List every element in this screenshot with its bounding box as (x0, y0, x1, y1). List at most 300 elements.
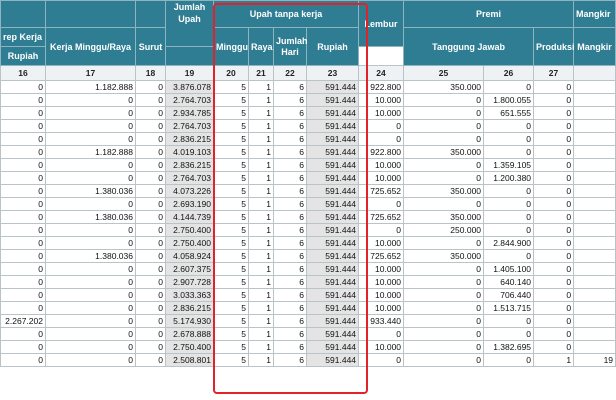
table-cell[interactable]: 6 (274, 354, 307, 367)
col-number[interactable]: 19 (166, 66, 214, 81)
table-cell[interactable] (574, 276, 616, 289)
col-number[interactable]: 25 (404, 66, 484, 81)
table-cell[interactable]: 5.174.930 (166, 315, 214, 328)
table-cell[interactable]: 5 (214, 302, 249, 315)
table-cell[interactable]: 10.000 (359, 159, 404, 172)
table-cell[interactable]: 6 (274, 341, 307, 354)
table-cell[interactable]: 591.444 (307, 328, 359, 341)
table-cell[interactable]: 0 (1, 81, 46, 94)
table-cell[interactable]: 5 (214, 159, 249, 172)
table-cell[interactable]: 1 (534, 354, 574, 367)
table-cell[interactable]: 1 (249, 94, 274, 107)
rupiah-23-header[interactable]: Rupiah (307, 28, 359, 66)
mangkir-group-header[interactable]: Mangkir (574, 1, 616, 28)
table-cell[interactable]: 350.000 (404, 185, 484, 198)
table-cell[interactable]: 1.405.100 (484, 263, 534, 276)
table-cell[interactable]: 1 (249, 263, 274, 276)
table-cell[interactable]: 5 (214, 237, 249, 250)
rupiah-16-header[interactable]: Rupiah (1, 47, 46, 66)
table-cell[interactable]: 591.444 (307, 133, 359, 146)
table-cell[interactable]: 3.033.363 (166, 289, 214, 302)
table-cell[interactable]: 4.019.103 (166, 146, 214, 159)
table-cell[interactable]: 1.359.105 (484, 159, 534, 172)
table-cell[interactable]: 0 (359, 224, 404, 237)
table-cell[interactable]: 0 (136, 159, 166, 172)
table-cell[interactable]: 591.444 (307, 146, 359, 159)
col-number[interactable]: 27 (534, 66, 574, 81)
table-cell[interactable] (574, 315, 616, 328)
table-cell[interactable]: 2.836.215 (166, 302, 214, 315)
table-cell[interactable]: 0 (136, 237, 166, 250)
table-cell[interactable]: 591.444 (307, 302, 359, 315)
table-cell[interactable]: 6 (274, 133, 307, 146)
table-cell[interactable]: 6 (274, 302, 307, 315)
table-cell[interactable]: 0 (136, 198, 166, 211)
mangkir-header[interactable]: Mangkir (574, 28, 616, 66)
table-cell[interactable]: 922.800 (359, 146, 404, 159)
table-cell[interactable]: 1.380.036 (46, 250, 136, 263)
table-cell[interactable]: 0 (1, 94, 46, 107)
table-cell[interactable]: 6 (274, 185, 307, 198)
table-cell[interactable]: 5 (214, 120, 249, 133)
table-cell[interactable]: 1 (249, 81, 274, 94)
jumlah-upah-header[interactable]: Jumlah Upah (166, 1, 214, 47)
table-cell[interactable]: 0 (136, 250, 166, 263)
table-cell[interactable]: 2.907.728 (166, 276, 214, 289)
table-cell[interactable]: 0 (136, 120, 166, 133)
table-cell[interactable]: 5 (214, 263, 249, 276)
table-cell[interactable]: 0 (404, 198, 484, 211)
table-cell[interactable]: 0 (136, 172, 166, 185)
table-cell[interactable]: 591.444 (307, 185, 359, 198)
table-cell[interactable]: 0 (534, 263, 574, 276)
table-cell[interactable]: 591.444 (307, 276, 359, 289)
col-number[interactable] (574, 66, 616, 81)
table-cell[interactable]: 6 (274, 263, 307, 276)
table-cell[interactable]: 10.000 (359, 107, 404, 120)
table-cell[interactable]: 0 (46, 315, 136, 328)
table-cell[interactable]: 0 (484, 120, 534, 133)
table-cell[interactable]: 350.000 (404, 211, 484, 224)
table-cell[interactable]: 0 (1, 328, 46, 341)
table-cell[interactable]: 2.844.900 (484, 237, 534, 250)
table-cell[interactable]: 1.382.695 (484, 341, 534, 354)
table-cell[interactable] (574, 250, 616, 263)
table-cell[interactable]: 0 (534, 81, 574, 94)
table-cell[interactable]: 0 (46, 159, 136, 172)
table-cell[interactable]: 6 (274, 237, 307, 250)
kerja-minggu-header[interactable]: Kerja Minggu/Raya (46, 28, 136, 66)
table-cell[interactable] (574, 81, 616, 94)
table-cell[interactable]: 0 (136, 185, 166, 198)
table-cell[interactable]: 2.750.400 (166, 341, 214, 354)
table-cell[interactable]: 6 (274, 328, 307, 341)
table-cell[interactable]: 0 (46, 328, 136, 341)
table-cell[interactable]: 591.444 (307, 263, 359, 276)
table-cell[interactable]: 0 (359, 354, 404, 367)
upah-tanpa-kerja-header[interactable]: Upah tanpa kerja (214, 1, 359, 28)
table-cell[interactable]: 0 (484, 315, 534, 328)
table-cell[interactable]: 725.652 (359, 250, 404, 263)
lembur-header[interactable]: Lembur (359, 1, 404, 47)
table-cell[interactable]: 6 (274, 172, 307, 185)
table-cell[interactable]: 0 (404, 328, 484, 341)
table-cell[interactable]: 5 (214, 107, 249, 120)
table-cell[interactable]: 0 (136, 81, 166, 94)
table-cell[interactable]: 0 (46, 354, 136, 367)
table-cell[interactable]: 2.750.400 (166, 237, 214, 250)
table-cell[interactable] (574, 146, 616, 159)
table-cell[interactable]: 0 (534, 198, 574, 211)
table-cell[interactable]: 591.444 (307, 172, 359, 185)
table-cell[interactable]: 591.444 (307, 211, 359, 224)
table-cell[interactable] (574, 328, 616, 341)
table-cell[interactable]: 0 (359, 133, 404, 146)
table-cell[interactable]: 0 (46, 172, 136, 185)
table-cell[interactable]: 1.182.888 (46, 146, 136, 159)
table-cell[interactable]: 0 (46, 107, 136, 120)
blank-header[interactable] (166, 47, 214, 66)
table-cell[interactable]: 0 (404, 172, 484, 185)
table-cell[interactable]: 6 (274, 250, 307, 263)
table-cell[interactable]: 0 (534, 328, 574, 341)
table-cell[interactable]: 1 (249, 341, 274, 354)
table-cell[interactable]: 0 (46, 276, 136, 289)
table-cell[interactable]: 6 (274, 198, 307, 211)
table-cell[interactable]: 6 (274, 289, 307, 302)
table-cell[interactable]: 2.508.801 (166, 354, 214, 367)
table-cell[interactable]: 0 (404, 159, 484, 172)
table-cell[interactable]: 0 (1, 263, 46, 276)
table-cell[interactable]: 0 (46, 198, 136, 211)
table-cell[interactable]: 0 (404, 354, 484, 367)
table-cell[interactable]: 0 (404, 94, 484, 107)
premi-header[interactable]: Premi (404, 1, 574, 28)
table-cell[interactable]: 0 (404, 341, 484, 354)
table-cell[interactable]: 5 (214, 81, 249, 94)
table-cell[interactable]: 0 (1, 146, 46, 159)
table-cell[interactable]: 0 (484, 211, 534, 224)
table-cell[interactable]: 0 (359, 198, 404, 211)
table-cell[interactable]: 0 (534, 341, 574, 354)
table-cell[interactable]: 250.000 (404, 224, 484, 237)
table-cell[interactable] (574, 211, 616, 224)
table-cell[interactable]: 5 (214, 146, 249, 159)
table-cell[interactable]: 0 (484, 198, 534, 211)
table-cell[interactable]: 10.000 (359, 302, 404, 315)
table-cell[interactable]: 0 (1, 289, 46, 302)
table-cell[interactable]: 1.182.888 (46, 81, 136, 94)
table-cell[interactable]: 5 (214, 172, 249, 185)
table-cell[interactable]: 6 (274, 159, 307, 172)
table-cell[interactable]: 0 (359, 120, 404, 133)
table-cell[interactable]: 0 (534, 94, 574, 107)
table-cell[interactable]: 0 (1, 302, 46, 315)
table-cell[interactable]: 922.800 (359, 81, 404, 94)
table-cell[interactable]: 0 (1, 172, 46, 185)
table-cell[interactable]: 591.444 (307, 341, 359, 354)
table-cell[interactable]: 0 (404, 276, 484, 289)
table-cell[interactable]: 591.444 (307, 315, 359, 328)
table-cell[interactable]: 10.000 (359, 341, 404, 354)
table-cell[interactable]: 0 (484, 224, 534, 237)
table-cell[interactable]: 0 (1, 107, 46, 120)
table-cell[interactable]: 2.678.888 (166, 328, 214, 341)
table-cell[interactable]: 0 (136, 133, 166, 146)
table-cell[interactable]: 2.836.215 (166, 133, 214, 146)
table-cell[interactable]: 0 (534, 289, 574, 302)
table-cell[interactable]: 1 (249, 159, 274, 172)
table-cell[interactable] (574, 159, 616, 172)
table-cell[interactable]: 0 (484, 81, 534, 94)
table-cell[interactable]: 0 (1, 224, 46, 237)
table-cell[interactable]: 0 (136, 289, 166, 302)
table-cell[interactable]: 10.000 (359, 289, 404, 302)
table-cell[interactable]: 0 (136, 302, 166, 315)
table-cell[interactable]: 10.000 (359, 237, 404, 250)
table-cell[interactable]: 591.444 (307, 237, 359, 250)
table-cell[interactable]: 1 (249, 289, 274, 302)
table-cell[interactable]: 10.000 (359, 94, 404, 107)
table-cell[interactable]: 0 (46, 120, 136, 133)
table-cell[interactable]: 0 (534, 172, 574, 185)
table-cell[interactable]: 0 (136, 94, 166, 107)
table-cell[interactable]: 4.058.924 (166, 250, 214, 263)
table-cell[interactable]: 0 (136, 211, 166, 224)
table-cell[interactable] (574, 289, 616, 302)
table-cell[interactable]: 5 (214, 133, 249, 146)
table-cell[interactable] (574, 198, 616, 211)
table-cell[interactable]: 5 (214, 289, 249, 302)
table-cell[interactable]: 6 (274, 224, 307, 237)
table-cell[interactable]: 0 (534, 185, 574, 198)
table-cell[interactable]: 5 (214, 185, 249, 198)
table-cell[interactable]: 6 (274, 276, 307, 289)
table-cell[interactable] (574, 120, 616, 133)
table-cell[interactable]: 350.000 (404, 146, 484, 159)
table-cell[interactable]: 0 (1, 341, 46, 354)
table-cell[interactable]: 0 (1, 159, 46, 172)
table-cell[interactable]: 0 (1, 120, 46, 133)
table-cell[interactable]: 5 (214, 328, 249, 341)
raya-header[interactable]: Raya (249, 28, 274, 66)
table-cell[interactable]: 0 (404, 289, 484, 302)
table-cell[interactable]: 0 (136, 341, 166, 354)
table-cell[interactable]: 0 (404, 237, 484, 250)
col-number[interactable]: 21 (249, 66, 274, 81)
table-cell[interactable]: 0 (136, 354, 166, 367)
table-cell[interactable]: 10.000 (359, 263, 404, 276)
table-cell[interactable]: 0 (46, 263, 136, 276)
table-cell[interactable] (574, 263, 616, 276)
table-cell[interactable]: 0 (534, 146, 574, 159)
table-cell[interactable]: 706.440 (484, 289, 534, 302)
table-cell[interactable]: 6 (274, 120, 307, 133)
col-number[interactable]: 20 (214, 66, 249, 81)
table-cell[interactable]: 1 (249, 224, 274, 237)
col-number[interactable]: 16 (1, 66, 46, 81)
table-cell[interactable]: 6 (274, 94, 307, 107)
blank-header[interactable] (46, 1, 136, 28)
table-cell[interactable]: 0 (46, 237, 136, 250)
table-cell[interactable]: 1 (249, 250, 274, 263)
table-cell[interactable]: 1.800.055 (484, 94, 534, 107)
table-cell[interactable]: 1 (249, 211, 274, 224)
table-cell[interactable]: 0 (484, 185, 534, 198)
table-cell[interactable]: 0 (46, 133, 136, 146)
table-cell[interactable]: 5 (214, 250, 249, 263)
table-cell[interactable]: 2.764.703 (166, 120, 214, 133)
table-cell[interactable]: 591.444 (307, 250, 359, 263)
table-cell[interactable]: 591.444 (307, 107, 359, 120)
table-cell[interactable]: 0 (1, 354, 46, 367)
table-cell[interactable]: 2.267.202 (1, 315, 46, 328)
table-cell[interactable]: 19 (574, 354, 616, 367)
col-number[interactable]: 24 (359, 66, 404, 81)
table-cell[interactable]: 591.444 (307, 224, 359, 237)
table-cell[interactable]: 1 (249, 302, 274, 315)
table-cell[interactable]: 0 (534, 224, 574, 237)
table-cell[interactable]: 0 (534, 315, 574, 328)
table-cell[interactable]: 640.140 (484, 276, 534, 289)
table-cell[interactable]: 0 (1, 133, 46, 146)
table-cell[interactable]: 0 (484, 133, 534, 146)
table-cell[interactable]: 591.444 (307, 289, 359, 302)
table-cell[interactable]: 0 (484, 250, 534, 263)
table-cell[interactable]: 0 (404, 133, 484, 146)
table-cell[interactable]: 0 (534, 133, 574, 146)
table-cell[interactable]: 6 (274, 107, 307, 120)
tanggung-jawab-header[interactable]: Tanggung Jawab (404, 28, 534, 66)
col-number[interactable]: 23 (307, 66, 359, 81)
table-cell[interactable]: 0 (534, 211, 574, 224)
table-cell[interactable]: 0 (136, 224, 166, 237)
table-cell[interactable]: 1 (249, 354, 274, 367)
table-cell[interactable]: 0 (404, 263, 484, 276)
table-cell[interactable] (574, 172, 616, 185)
table-cell[interactable]: 933.440 (359, 315, 404, 328)
table-cell[interactable]: 0 (136, 146, 166, 159)
table-cell[interactable]: 0 (46, 302, 136, 315)
lembur-rep-header[interactable] (1, 1, 46, 28)
col-number[interactable]: 26 (484, 66, 534, 81)
table-cell[interactable] (574, 237, 616, 250)
table-cell[interactable]: 0 (1, 198, 46, 211)
table-cell[interactable]: 0 (534, 302, 574, 315)
table-cell[interactable]: 10.000 (359, 172, 404, 185)
table-cell[interactable]: 0 (484, 146, 534, 159)
table-cell[interactable]: 5 (214, 315, 249, 328)
table-cell[interactable]: 1 (249, 185, 274, 198)
table-cell[interactable] (574, 94, 616, 107)
table-cell[interactable]: 350.000 (404, 81, 484, 94)
table-cell[interactable]: 0 (534, 159, 574, 172)
table-cell[interactable]: 6 (274, 315, 307, 328)
col-number[interactable]: 22 (274, 66, 307, 81)
table-cell[interactable]: 2.693.190 (166, 198, 214, 211)
table-cell[interactable]: 5 (214, 94, 249, 107)
jumlah-hari-header[interactable]: Jumlah Hari (274, 28, 307, 66)
table-cell[interactable]: 0 (136, 328, 166, 341)
table-cell[interactable]: 0 (46, 341, 136, 354)
table-cell[interactable]: 0 (404, 120, 484, 133)
table-cell[interactable]: 6 (274, 211, 307, 224)
table-cell[interactable]: 2.934.785 (166, 107, 214, 120)
table-cell[interactable]: 5 (214, 341, 249, 354)
minggu-header[interactable]: Minggu (214, 28, 249, 66)
table-cell[interactable]: 2.764.703 (166, 172, 214, 185)
table-cell[interactable]: 5 (214, 224, 249, 237)
table-cell[interactable]: 0 (534, 250, 574, 263)
col-number[interactable]: 18 (136, 66, 166, 81)
table-cell[interactable]: 3.876.078 (166, 81, 214, 94)
table-cell[interactable]: 0 (136, 276, 166, 289)
table-cell[interactable]: 0 (359, 328, 404, 341)
table-cell[interactable]: 1 (249, 172, 274, 185)
table-cell[interactable]: 0 (534, 237, 574, 250)
table-cell[interactable] (574, 185, 616, 198)
table-cell[interactable]: 5 (214, 354, 249, 367)
table-cell[interactable]: 1 (249, 146, 274, 159)
table-cell[interactable]: 0 (484, 354, 534, 367)
table-cell[interactable]: 4.073.226 (166, 185, 214, 198)
table-cell[interactable]: 651.555 (484, 107, 534, 120)
lembur-rep-subheader[interactable]: rep Kerja (1, 28, 46, 47)
table-cell[interactable]: 1.380.036 (46, 185, 136, 198)
table-cell[interactable]: 6 (274, 146, 307, 159)
table-cell[interactable]: 0 (404, 315, 484, 328)
table-cell[interactable] (574, 107, 616, 120)
table-cell[interactable]: 5 (214, 198, 249, 211)
table-cell[interactable]: 0 (136, 315, 166, 328)
table-cell[interactable] (574, 341, 616, 354)
produksi-header[interactable]: Produksi (534, 28, 574, 66)
table-cell[interactable]: 0 (1, 237, 46, 250)
table-cell[interactable]: 0 (534, 107, 574, 120)
table-cell[interactable]: 10.000 (359, 276, 404, 289)
table-cell[interactable]: 0 (1, 276, 46, 289)
surut-header[interactable]: Surut (136, 28, 166, 66)
table-cell[interactable]: 591.444 (307, 198, 359, 211)
table-cell[interactable]: 1 (249, 107, 274, 120)
table-cell[interactable]: 6 (274, 81, 307, 94)
table-cell[interactable]: 1 (249, 120, 274, 133)
table-cell[interactable] (574, 133, 616, 146)
table-cell[interactable]: 0 (1, 211, 46, 224)
table-cell[interactable]: 591.444 (307, 159, 359, 172)
table-cell[interactable]: 0 (404, 302, 484, 315)
table-cell[interactable]: 0 (534, 276, 574, 289)
table-cell[interactable]: 1 (249, 315, 274, 328)
table-cell[interactable]: 725.652 (359, 185, 404, 198)
table-cell[interactable]: 0 (136, 263, 166, 276)
table-cell[interactable]: 5 (214, 276, 249, 289)
table-cell[interactable]: 0 (1, 185, 46, 198)
table-cell[interactable]: 591.444 (307, 120, 359, 133)
table-cell[interactable]: 0 (1, 250, 46, 263)
table-cell[interactable]: 2.750.400 (166, 224, 214, 237)
table-cell[interactable] (574, 224, 616, 237)
table-cell[interactable]: 0 (46, 289, 136, 302)
table-cell[interactable]: 1 (249, 276, 274, 289)
table-cell[interactable]: 725.652 (359, 211, 404, 224)
table-cell[interactable]: 591.444 (307, 354, 359, 367)
table-cell[interactable]: 2.836.215 (166, 159, 214, 172)
col-number[interactable]: 17 (46, 66, 136, 81)
table-cell[interactable]: 591.444 (307, 94, 359, 107)
table-cell[interactable]: 1.200.380 (484, 172, 534, 185)
table-cell[interactable]: 5 (214, 211, 249, 224)
